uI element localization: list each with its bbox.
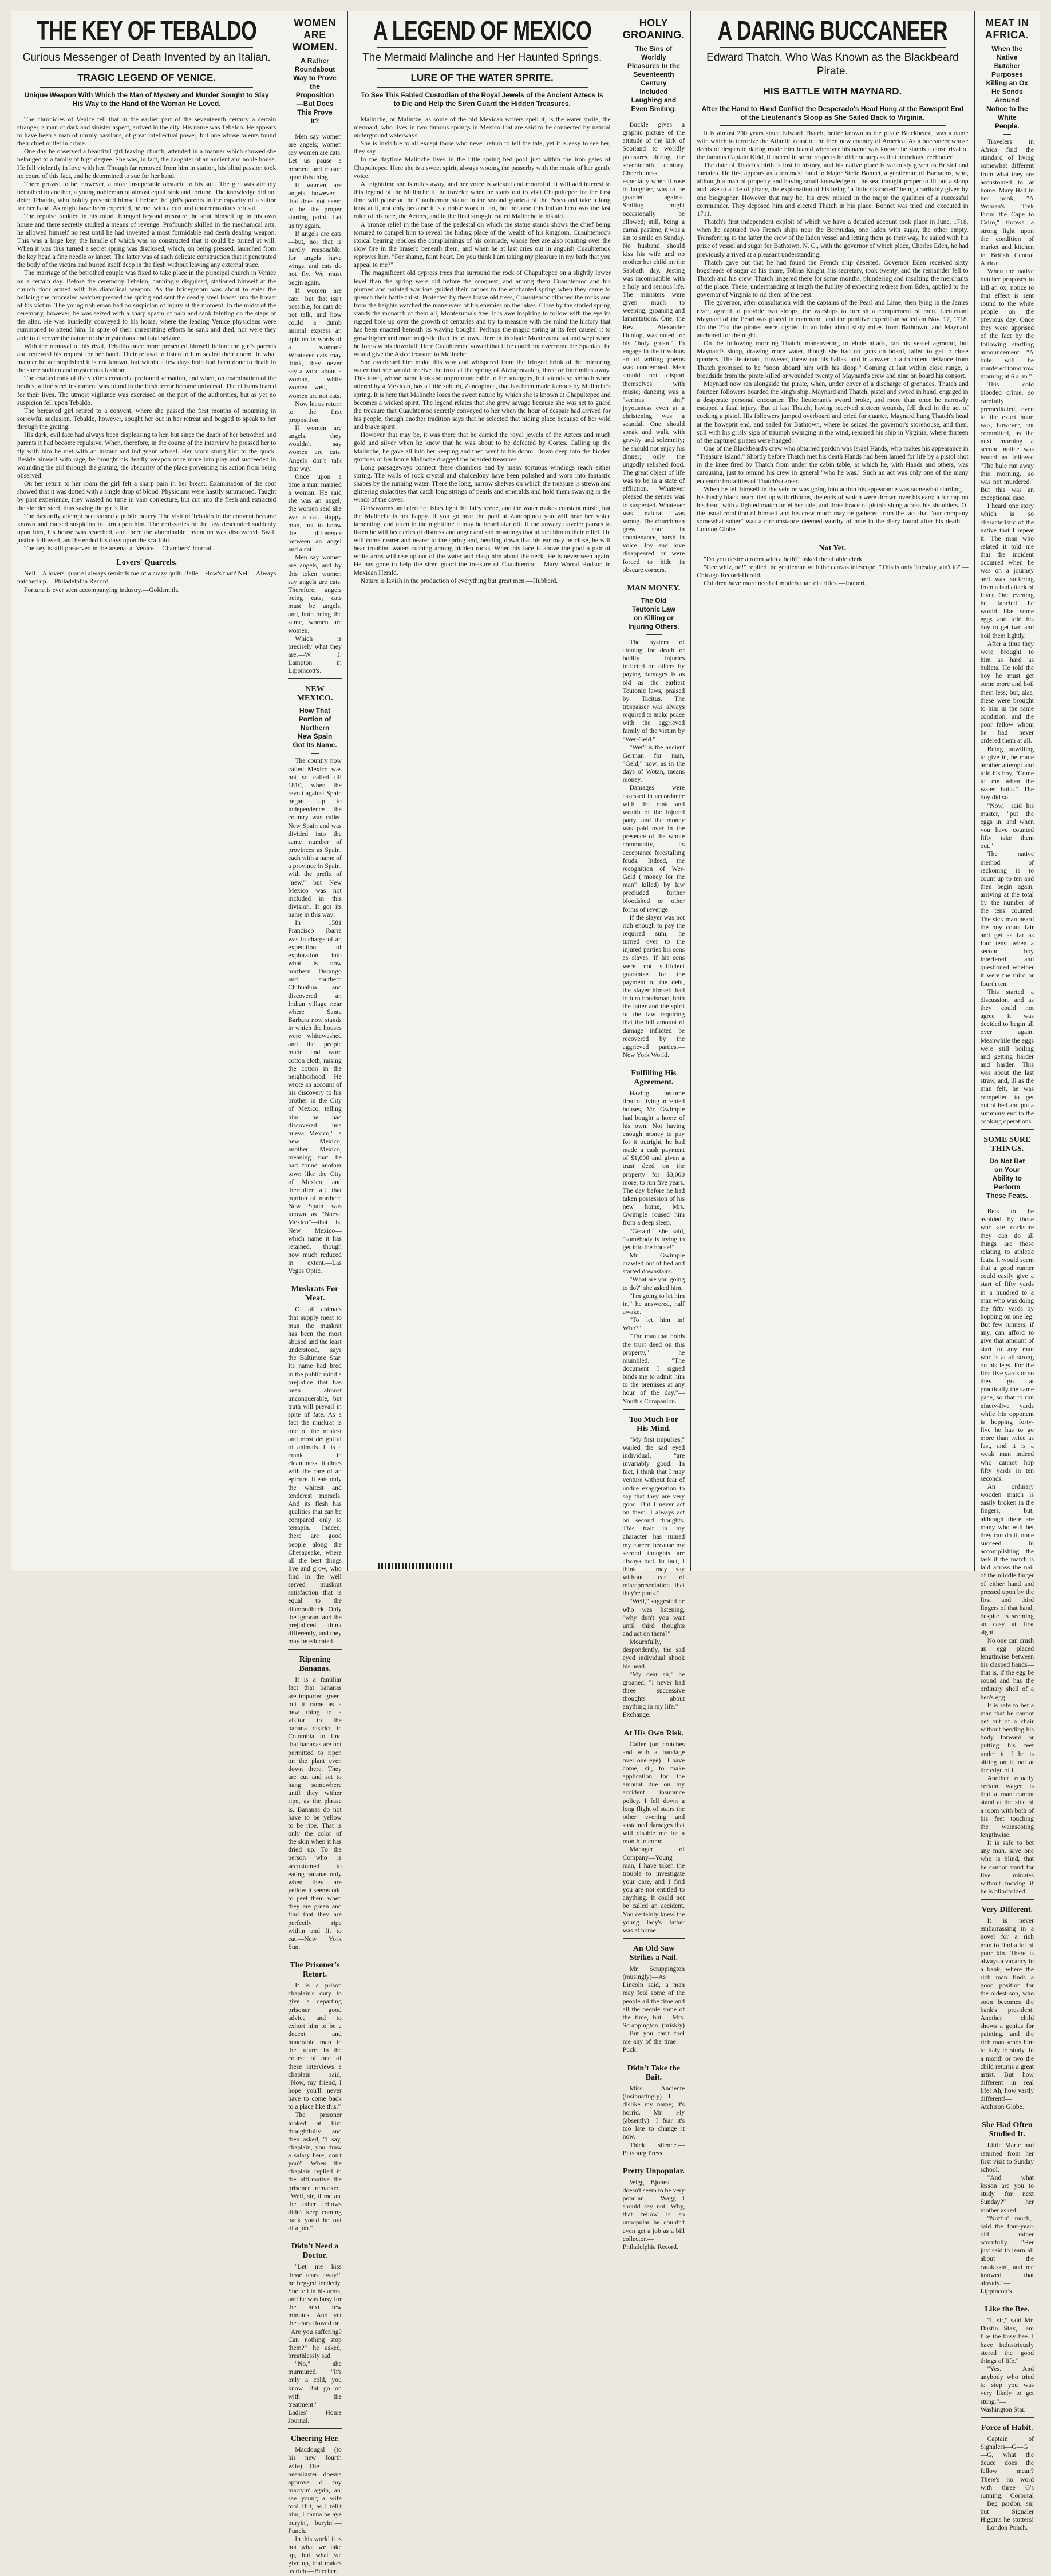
paragraph: Damages were assessed in accordance with the rank and wealth of the injured party, and the money was paid over in the presence of the whole community, its acceptance forestalling feuds. Indeed, the recognition of Wer-Geld ("money for the man" killed) by law precluded further bloodshed or other forms of revenge. (622, 784, 685, 913)
paragraph: "Now," said his master, "put the eggs in, and when you have counted fifty take them out." (980, 802, 1034, 850)
paragraph: Thick silence.—Pittsburg Press. (622, 2141, 685, 2157)
paragraph: The native method of reckoning is to count up to ten and then begin again, arriving at the total by the number of the tens counted. The sick man heard the boy count fair and get as far as four tens, when a second boy interfered and questioned whether it were the third or fourth ten. (980, 850, 1034, 988)
paragraph: Bets to be avoided by those who are cocksure they can do all things are those relating to athletic feats. It would seem that a good runner could easily give a start of fifty yards in a hundred to a man who was doing the fifty yards by hopping on one leg. But few runners, if any, can afford to give that amount of start to any man who is at all strong on his legs. For the first five yards or so they go at practically the same pace, so that to run ninety-five yards while his opponent is hopping forty-five he has to go more than twice as fast, and it is a weak man indeed who cannot hop fifty yards in ten seconds. (980, 1208, 1034, 1482)
section-subdeck: How That Portion of Northern New Spain Got Its Name. (293, 707, 337, 749)
rule (40, 47, 253, 48)
paragraph: "Gerald," she said, "somebody is trying to get into the house!" (622, 1227, 685, 1251)
paragraph: Little Marie had returned from her first visit to Sunday school. (980, 2141, 1034, 2173)
paragraph: If women are cats—but that isn't possible, for cats do not talk, and how could a dumb animal express an opinion in words of a woman? Whatever cats may think, they never say a word about a woman, while women—well, women are not cats. (288, 286, 342, 400)
rule (377, 87, 588, 88)
article-deck: The Mermaid Malinche and Her Haunted Springs. (362, 52, 602, 64)
section-rule (981, 1129, 1034, 1130)
section-title: Muskrats For Meat. (291, 1285, 339, 1303)
article-subdeck: A Rather Roundabout Way to Prove the Proposition—But Does This Prove It? (293, 57, 337, 125)
column-6 (974, 11, 1040, 2532)
section-title: Pretty Unpopular. (622, 2167, 685, 2176)
section-title: Fulfilling His Agreement. (631, 1069, 677, 1087)
section-title: Cheering Her. (290, 2435, 339, 2444)
article-subdeck: The Sins of Worldly Pleasures In the Seventeenth Century Included Laughing and Even Smiling. (627, 45, 680, 113)
paragraph: In this world it is not what we take up, but what we give up, that makes us rich.—Beecher. (288, 2535, 342, 2575)
paragraph: An ordinary wooden match is easily broken in the fingers, but, although there are many who will bet they can do it, none succeed in accomplishing the task if the match is laid across the nail of the middle finger of either hand and pressed upon by the first and third fingers of that hand, despite its seeming so easy at first sight. (980, 1482, 1034, 1636)
columns (11, 11, 1040, 2575)
section-title: MAN MONEY. (627, 583, 681, 593)
paragraph: The dastardly attempt occasioned a public outcry. The visit of Tebaldo to the convent became known and caused suspicion to turn upon him. The emissaries of the law descended suddenly upon him, his house was searched, and there the abominable invention was discovered. Swift justice followed, and he ended his days upon the scaffold. (17, 512, 276, 545)
ornament-rule (378, 1563, 452, 1569)
paragraph: "Yes. And anybody who tried to stop you was very likely to get stung."—Washington Star. (980, 2365, 1034, 2413)
paragraph: If angels are cats—but, no; that is hardly reasonable, for angels have wings, and cats do not fly. We must begin again. (288, 230, 342, 286)
section-rule (623, 1938, 685, 1939)
paragraph: I heard one story which is so characteristic of the native that I repeat it. The man who related it told me that the incident occurred when he was on a journey and was suffering from a bad attack of fever. One evening he fancied he would like some eggs and told his boy to get two and boil them lightly. (980, 502, 1034, 640)
paragraph: Buckle gives a graphic picture of the attitude of the kirk of Scotland to worldly pleasures during the seventeenth century. Cheerfulness, especially when it rose to laughter, was to be guarded against. Smiling might occasionally be allowed; still, being a carnal pastime, it was a sin to smile on Sunday. No husband should kiss his wife and no mother her child on the Sabbath day. Jesting was incompatible with a holy and serious life. The ministers were given much to weeping, groaning and lamentations. One, the Rev. Alexander Dunlop, was noted for his "holy groan." To engage in the frivolous art of writing poems was condemned. Men should not disport themselves with music; dancing was a "serious sin;" joyousness even at a christening was a scandal. One should speak and walk with gravity and solemnity; he should not enjoy his dinner; only the ungodly relished food. The great object of life was to be in a state of affliction. Whatever pleased the senses was to suspected. Whatever was natural was wrong. The churchmen grew sour in countenance, harsh in voice. Joy and love disappeared or were forced to hide in obscure corners. (622, 121, 685, 574)
rule (40, 68, 253, 69)
newspaper-page (11, 11, 1040, 2575)
article-subdeck: After the Hand to Hand Conflict the Desperado's Head Hung at the Bowsprit End of the Lieutenant's Sloop as She Sailed Back to Virginia. (701, 104, 964, 121)
paragraph: She overheard him make this vow and whispered from the fringed brink of the mirroring water that she would receive the trust at the spring of Atzcapotzalco, three or four miles away. This town, whose name looks so unpronounceable to the strangers, but sounds so smooth when uttered by a Mexican, has a little suburb, Zancopinca, that has been made famous by Malinche's spring. It is here that Malinche loses the sweet nature by which she is known at Chapultepec and becomes a wicked spirit. The legend relates that she grew savage because she was set to guard the treasure that Cuauhtemoc secretly conveyed to her when the hour of despair had arrived for his people, though another tradition says that he selected that hiding place because of her wild and brave spirit. (353, 358, 611, 431)
paragraph: One of the Blackbeard's crew who obtained pardon was Israel Hands, who makes his appearance in "Treasure Island." Shortly before Thatch met his death Hands had been lamed for life by a pistol shot in the knee fired by Thatch from under the cabin table, at which he, with Hands and others, was carousing, just to remind his crew in general "who he was." Such an act was only one of the many eccentric brutalities of Thatch's career. (697, 444, 969, 485)
article-deck-caps: LURE OF THE WATER SPRITE. (410, 72, 554, 83)
paragraph: If women are angels—however, that does not seem to be the proper starting point. Let us try again. (288, 181, 342, 230)
paragraph: Nature is lavish in the production of everything but great men.—Hubbard. (360, 577, 558, 585)
column-3 (347, 11, 617, 1571)
paragraph: It is almost 200 years since Edward Thatch, better known as the pirate Blackbeard, was a name with which to terrorize the Atlantic coast of the then new country of America. As a buccaneer whose deeds of desperate daring made him feared wherever his name was known he stands a close rival of the famous Captain Kidd, if indeed in some respects he did not surpass that notorious freebooter. (697, 129, 969, 161)
paragraph: Mr. Gwimple crawled out of bed and started downstairs. (622, 1252, 685, 1276)
paragraph: "Nuffin' much," said the four-year-old rather scornfully. "Her just said to learn all about the catakissin', and me knowed that already."—Lippincott's. (980, 2214, 1034, 2295)
article-deck: Curious Messenger of Death Invented by an Italian. (22, 52, 271, 64)
rule (720, 125, 945, 126)
section-title: Not Yet. (819, 543, 847, 553)
article-headline: WOMEN ARE WOMEN. (292, 17, 338, 53)
paragraph: Of all animals that supply meat to man the muskrat has been the most abused and the least understood, says the Baltimore Star. Its name had bred in the public mind a prejudice that has been almost unconquerable, but truth will prevail in spite of fate. As a fact the muskrat is one of the neatest and most delightful of animals. It is a crank in cleanliness. It dines with the care of an epicure. It eats only the whitest and tenderest morsels. And its flesh has qualities that can be compared only to terrapin. Indeed, there are good people along the Chesapeake, where all the best things live and grow, who find in the well served muskrat satisfaction that is equal to the diamondback. Only the ignorant and the prejudiced think differently, and they may be educated. (288, 1305, 342, 1646)
section-subdeck: Do Not Bet on Your Ability to Perform These Feats. (986, 1157, 1028, 1200)
rule (646, 634, 662, 635)
paragraph: "What are you going to do?" she asked him. (622, 1276, 685, 1292)
paragraph: Men say women are angels, and by this token women say angels are cats. Therefore, angels being cats, cats must be angels, and, both being the same, women are women. (288, 554, 342, 634)
section-rule (288, 1649, 341, 1650)
section-rule (288, 2428, 341, 2429)
section-title: Very Different. (981, 1906, 1033, 1915)
column-1 (11, 11, 282, 1571)
article-deck: Edward Thatch, Who Was Known as the Blackbeard Pirate. (706, 52, 959, 77)
rule (377, 68, 588, 69)
paragraph: Malinche, or Malintze, as some of the old Mexican writers spell it, is the water sprite, the mermaid, who lives in two famous springs in Mexico that are said to be connected by natural underground waterways. (353, 115, 611, 140)
paragraph: The magnificent old cypress trees that surround the rock of Chapultepec on a slightly lower level than the spring were old before the conquest, and among them Cuauhtemoc and his plumed and painted warriors guided their canoes to the enchanted spring when they came to quench their battle thirst. Protected by these brave old trees, Cuauhtemoc climbed the rocks and from the heights watched the maneuvers of his enemies on the lakes. Close by the storied spring stands the monarch of them all, Montezuma's tree. It is awe inspiring to follow with the eye its rugged bole up over the growth of centuries and try to measure with the mind the history that has been enacted beneath its waving boughs. Perhaps the magic spring at its feet caused it to grow higher and more majestic than its fellows. Here in its shade Montezuma sat and wept when he foresaw his downfall. Here Cuauhtemoc vowed that if he could not overcome the Spaniard he would give the Aztec treasure to Malinche. (353, 269, 611, 358)
paragraph: His dark, evil face had always been displeasing to her, but since the death of her betrothed and parents it had become repulsive. When, therefore, in the course of the interview he pressed her to fly with him he met with an instant and indignant refusal. Her scorn stung him to the quick. Beside himself with rage, he brought his deadly weapon once more into play and succeeded in wounding the girl through the grating, the obscurity of the place preventing his action from being observed. (17, 431, 276, 479)
paragraph: On the following morning Thatch, maneuvering to elude attack, ran his vessel aground, but Maynard's sloop, drawing more water, though she had no guns on board, failed to get to close quarters. The lieutenant, however, threw out his ballast and in answer to a truculent defiance from Thatch promised to be "soon aboard him with his sloop." Coming at last within close range, a broadside from the pirate killed or wounded twenty of Maynard's crew and nine on board his consort. (697, 340, 969, 380)
paragraph: Mournfully, despondently, the sad eyed individual shook his head. (622, 1638, 685, 1670)
paragraph: Thatch's first independent exploit of which we have a detailed account took place in June, 1718, when he captured two French ships near the Bermudas, one laden with sugar, the other empty. Transferring to the latter the crew of the laden vessel and letting them go their way, he sailed with his prize of vessel and sugar for Bathtown, N. C., with the governor of which place, Charles Eden, he had previously arrived at a pleasant understanding. (697, 218, 969, 258)
paragraph: "Wer" is the ancient German for man, "Geld," now, as in the days of Wotan, means money. (622, 743, 685, 784)
rule (311, 753, 318, 754)
paragraph: The prisoner looked at him thoughtfully and then asked, "I say, chaplain, you draw a salary here, don't you?" When the chaplain replied in the affirmative the prisoner remarked, "Well, sir, if me an' the other fellows didn't keep coming back you'd be out of a job." (288, 2111, 342, 2232)
paragraph: "To let him in! Who?" (622, 1316, 685, 1332)
column-4 (617, 11, 691, 2251)
paragraph: Miss Anciente (insinuatingly)—I dislike my name; it's horrid. Mr. Fly (absently)—I fear it's too late to change it now. (622, 2084, 685, 2141)
paragraph: The governor, after consultation with the captains of the Pearl and Lime, then lying in the James river, agreed to provide two sloops, the warships to furnish a complement of men. Lieutenant Maynard of the Pearl was placed in command, and the punitive expedition sailed on Nov. 17, 1718. On the 21st the pirates were sighted in an inlet about sixty miles from Bathtown, and Maynard anchored for the night. (697, 299, 969, 340)
paragraph: When he felt himself in the vein or was going into action his appearance was somewhat startling—his bushy black beard tied up with ribbons, the ends of which were thrown over his ears; a fur cap on his head, with a lighted match on either side, and three brace of pistols slung across his shoulders. Of the usual condition of himself and his crew much may be gathered from the fact that "our company somewhat sober" was a circumstance deemed worthy of note in the diary found after his death.—London Globe. (697, 485, 969, 534)
paragraph: The system of atoning for death or bodily injuries inflicted on others by paying damages is as old as the earliest Teutonic laws, praised by Tacitus. The trespasser was always required to make peace with the aggrieved family of the victim by "Wer-Geld." (622, 638, 685, 743)
paragraph: Which is precisely what they are.—W. J. Lampton in Lippincott's. (288, 634, 342, 675)
paragraph: Now let us return to the first proposition. (288, 400, 342, 424)
filler-text: Fortune is ever seen accompanying industry.—Goldsmith. (24, 586, 179, 594)
rule (40, 87, 253, 88)
paragraph: One day he observed a beautiful girl leaving church, attended in a manner which showed she belonged to a family of high degree. She was, in fact, the daughter of an ancient and noble house. He fell violently in love with her. Though far removed from him in station, his blind passion took no count of this fact, and he determined to sue for her hand. (17, 148, 276, 180)
paragraph: Wigg—Bjones doesn't seem to be very popular. Wagg—I should say not. Why, that fellow is so unpopular he couldn't even get a job as a bill collector.—Philadelphia Record. (622, 2178, 685, 2251)
paragraph: Caller (on crutches and with a bandage over one eye)—I have come, sir, to make application for the amount due on my accident insurance policy. I fell down a long flight of stairs the other evening and sustained damages that will disable me for a month to come. (622, 1740, 685, 1845)
paragraph: In 1581 Francisco Ibarra was in charge of an expedition of exploration into what is now northern Durango and southern Chihuahua and discovered an Indian village near where Santa Barbara now stands in which the houses were whitewashed and the people made and wore cotton cloth, raising the cotton in the neighborhood. He wrote an account of his discovery to his brother in the City of Mexico, telling him he had discovered "una nueva Mexico," a new Mexico, another Mexico, meaning that he had found another town like the City of Mexico, and thereafter all that portion of northern New Spain was known as "Nueva Mexico"—that is, New Mexico—which name it has retained, though now much reduced in extent.—Las Vegas Optic. (288, 919, 342, 1275)
paragraph: Thatch gave out that he had found the French ship deserted. Governor Eden received sixty hogsheads of sugar as his share, Tobias Knight, his secretary, took twenty, and the remainder fell to Thatch and his crew. Thatch lingered there for some months, plundering and insulting the merchants of the place. These, understanding at length the futility of expecting redress from Eden, applied to the governor of Virginia to rid them of the pest. (697, 258, 969, 299)
paragraph: "Do you desire a room with a bath?" asked the affable clerk. (704, 555, 864, 563)
section-title: Like the Bee. (985, 2305, 1030, 2314)
paragraph: It is safe to bet any man, save one who is blind, that he cannot stand for five minutes without moving if he is blindfolded. (980, 1839, 1034, 1895)
paragraph: The marriage of the betrothed couple was fixed to take place in the principal church in Venice on a certain day. Before the ceremony Tebaldo, cunningly disguised, stationed himself at the church door armed with his diabolical weapon. As the bridegroom was about to enter the building the concealed watcher pressed the spring and sent the deadly steel lancet into the breast of his victim. The young nobleman had no suspicion of injury at the moment. In the midst of the ceremony, however, he was seized with a sharp spasm of pain and sank fainting on the steps of the altar. He was hurriedly conveyed to his home, where the leading Venice physicians were summoned to attend him. In spite of their unremitting efforts he sank and died, nor were they able to discover the nature of the mysterious and fatal seizure. (17, 269, 276, 342)
paragraph: Maynard now ran alongside the pirate, when, under cover of a discharge of grenades, Thatch and fourteen followers boarded the king's ship. Maynard and Thatch, pistol and sword in hand, engaged in a desperate personal encounter. The lieutenant's sword broke, and more than once he narrowly escaped a fatal injury. But at last Thatch, having received sixteen wounds, fell dead in the act of cocking a pistol. His followers jumped overboard and cried for quarter, Maynard hung Thatch's head at the bowsprit end, and sailed for Bathtown, where he seized the governor's storehouse, and then, still with his grisly sign of triumph swinging in the wind, rejoined his ship in Virginia, where thirteen of the captured pirates were hanged. (697, 380, 969, 444)
paragraph: Manager of Company—Young man, I have taken the trouble to investigate your case, and I find you are not entitled to anything. It could not be called an accident. You certainly knew the young lady's father was at home. (622, 1845, 685, 1934)
paragraph: Once upon a time a man married a woman. He said she was an angel; the women said she was a cat. Happy man, not to know the difference between an angel and a cat! (288, 472, 342, 554)
paragraph: Captain of Signalers—G—G—G, what the deuce does the fellow mean? There's no word with three G's running. Corporal—Beg pardon, sir, but Signaler Higgins he stutters!—London Punch. (980, 2435, 1034, 2532)
article-deck-caps: TRAGIC LEGEND OF VENICE. (77, 72, 216, 83)
section-title: Didn't Need a Doctor. (291, 2242, 339, 2261)
article-subdeck: To See This Fabled Custodian of the Royal Jewels of the Ancient Aztecs Is to Die and Help the Siren Guard the Hidden Treasures. (361, 90, 603, 108)
rule (1003, 134, 1011, 135)
paragraph: "The man that holds the trust deed on this property," he mumbled. "The document I signed binds me to admit him to the premises at any hour of the day."—Youth's Companion. (622, 1332, 685, 1405)
paragraph: Another equally certain wager is that a man cannot stand at the side of a room with both of his feet touching the wainscoting lengthwise. (980, 1774, 1034, 1839)
section-rule (981, 1899, 1034, 1900)
section-rule (623, 1409, 685, 1410)
rule (377, 47, 588, 48)
article-subdeck: Unique Weapon With Which the Man of Mystery and Murder Sought to Slay His Way to the Hand of the Woman He Loved. (24, 90, 269, 108)
paragraph: If the slayer was not rich enough to pay the required sum, he turned over to the injured parties his sons as slaves. If his sons were not sufficient guarantee for the payment of the debt, the slayer himself had to turn bondsman, both the latter and the spirit of the law requiring that the full amount of damage inflicted be recovered by the aggrieved parties.—New York World. (622, 913, 685, 1059)
column-2 (282, 11, 347, 2575)
paragraph: The country now called Mexico was not so called till 1810, when the revolt against Spain began. Up to independence the country was called New Spain and was divided into the same number of provinces as Spain, each with a name of a province in Spain, with the prefix of "new," but New Mexico was not included in this division. It got its name in this way: (288, 757, 342, 919)
rule (720, 47, 945, 48)
section-rule (288, 678, 341, 679)
paragraph: It is a prison chaplain's duty to give a departing prisoner good advice and to exhort him to be a decent and honorable man in the future. In the course of one of these interviews a chaplain said, "Now, my friend, I hope you'll never have to come back to a place like this." (288, 1982, 342, 2111)
paragraph: She is invisible to all except those who never return to tell the tale, yet it is easy to see her, they say. (353, 140, 611, 156)
section-subdeck: The Old Teutonic Law on Killing or Injuring Others. (628, 596, 679, 630)
article-headline: THE KEY OF TEBALDO (37, 15, 257, 45)
paragraph: There proved to be, however, a more insuperable obstacle to his suit. The girl was already betrothed to another, a young nobleman of almost equal rank and fortune. The knowledge did not deter Tebaldo, who boldly presented himself before the girl's parents in the capacity of a suitor for her hand. As might have been expected, he met with a curt and unceremonious refusal. (17, 180, 276, 212)
paragraph: "I, sir," said Mr. Dustin Stax, "am like the busy bee. I have industriously stored the good things of life." (980, 2317, 1034, 2365)
paragraph: The chronicles of Venice tell that in the earlier part of the seventeenth century a certain stranger, a man of dark and sinister aspect, arrived in the city. His name was Tebaldo. He appears to have been a man of unruly passions, of great intellectual power, but one whose talents found their chief outlet in crime. (17, 115, 276, 148)
section-title: SOME SURE THINGS. (983, 1135, 1031, 1154)
paragraph: "Let me kiss those tears away!" he begged tenderly. She fell in his arms, and he was busy for the next few minutes. And yet the tears flowed on. "Are you suffering? Can nothing stop them?" he asked, breathlessly sad. (288, 2263, 342, 2360)
filler-text: Nell—A lovers' quarrel always reminds me of a crazy quilt. Belle—How's that? Nell—Always patched up.—Philadelphia Record. (17, 570, 276, 586)
paragraph: If women are angels, they wouldn't say women are cats. Angels don't talk that way. (288, 424, 342, 472)
section-title: Didn't Take the Bait. (627, 2064, 681, 2082)
paragraph: The date of Thatch's birth is lost in history, and his native place is variously given as Bristol and Jamaica. He first appears as a foremast hand to Major Stede Bonnet, a gentleman of Barbados, who, although a man of property and having small knowledge of the sea, thought proper to fit out a sloop and take to a life of piracy, the explanation of his being "a little distracted" being charitably given by one biographer. However that may be, his crew missed in the major the qualities of a successful commander. They deposed him and elected Thatch in his place. Bonnet was tried and executed in 1711. (697, 161, 969, 218)
paragraph: It is a familiar fact that bananas are imported green, but it came as a new thing to a visitor to the banana district in Colombia to find that bananas are not permitted to ripen on the plant even down there. They are cut and set to hang somewhere until they wither ripe, as the phrase is. Bananas do not have to be yellow to be ripe. That is only the color of the skin when it has dried up. To the person who is accustomed to eating bananas only when they are yellow it seems odd to peel them when they are green and find that they are perfectly ripe within and fit to eat.—New York Sun. (288, 1676, 342, 1951)
article-subdeck: When the Native Butcher Purposes Killing an Ox He Sends Around Notice to the White People. (986, 45, 1028, 130)
paragraph: "Gee whiz, no!" replied the gentleman with the canvas telescope. "This is only Tuesday, ain't it?"—Chicago Record-Herald. (697, 563, 969, 579)
paragraph: "My dear sir," he groaned, "I never had three successive thoughts about anything in my life."—Exchange. (622, 1670, 685, 1719)
section-title: Too Much For His Mind. (629, 1415, 678, 1433)
section-title: The Prisoner's Retort. (290, 1961, 340, 1979)
paragraph: No one can crush an egg placed lengthwise between his clasped hands—that is, if the egg be sound and has the ordinary shell of a hen's egg. (980, 1636, 1034, 1701)
paragraph: The bereaved girl retired to a convent, where she passed the first months of mourning in sorrowful seclusion. Tebaldo, however, sought her out in her retreat and begged to speak to her through the grating. (17, 407, 276, 431)
paragraph: "And what lesson are you to study for next Sunday?" her mother asked. (980, 2174, 1034, 2214)
section-title: NEW MEXICO. (297, 685, 333, 703)
section-title: Force of Habit. (981, 2423, 1033, 2432)
paragraph: A bronze relief in the base of the pedestal on which the statue stands shows the chief being tortured to compel him to reveal the hiding place of the wealth of his kingdom. Cuauhtemoc's stoical bearing rebukes the complainings of his comrade, whose feet are also roasting over the slow fire in the brasero beneath them, and when he at last cries out in anguish Cuauhtemoc reproves him. "For shame, faint heart. Do you think I am taking my pleasure in my bath that you appeal to me?" (353, 220, 611, 269)
paragraph: Children have more need of models than of critics.—Joubert. (704, 579, 867, 587)
paragraph: "My first impulses," wailed the sad eyed individual, "are invariably good. In fact, I think that I may venture without fear of undue exaggeration to say that they are very good. But I never act on them. I always act on second thoughts. This trait in my character has ruined my career, because my second thoughts are always bad. In fact, I think I may say without fear of misrepresentation that they're punk." (622, 1435, 685, 1597)
section-title: Ripening Bananas. (299, 1655, 331, 1674)
paragraph: Long passageways connect these chambers and by many tortuous windings reach either spring. The walls of rock crystal and chalcedony have been polished and worn into fantastic shapes by the running water. There the long, narrow shelves on which the treasure is strewn and glittering stalactites that catch long strings of pearls and emeralds and hold them swaying in the winds of the caves. (353, 463, 611, 504)
paragraph: This cold blooded crime, so carefully premeditated, even to the exact hour, was, however, not committed, as the next morning a second notice was issued as follows: "The bule ran away this morning, so was not murdered." But this was an exceptional case. (980, 381, 1034, 502)
filler-title: Lovers' Quarrels. (116, 558, 177, 567)
paragraph: Mr. Scrappington (musingly)—As Lincoln said, a man may fool some of the people all the time and all the people some of the time, but— Mrs. Scrappington (briskly)—But you can't fool me any of the time!—Puck. (622, 1964, 685, 2054)
paragraph: Glowworms and electric fishes light the fairy scene, and the water makes constant music, but the Malinche is not happy. If you go near the pool at Zancopinca you will hear her voice lamenting, and often in the nighttime it may be heard afar off. If the unwary traveler pauses to listen he will hear cries of distress and anger and sad moanings that attract him to their relief. He will come nearer and nearer to the spring and, bending down that his ear may be close, he will hear troubled waters rushing among hidden rocks. When his face is above the pool a pair of white arms will rise up out of the water and clasp him about the neck. He is never seen again. He has gone to help the siren guard the treasure of Cuauhtemoc.—Mary Worral Hudson in Mexican Herald. (353, 504, 611, 577)
article-deck-caps: HIS BATTLE WITH MAYNARD. (763, 85, 902, 97)
article-headline: MEAT IN AFRICA. (985, 17, 1029, 41)
section-title: She Had Often Studied It. (981, 2121, 1033, 2139)
article-headline: A DARING BUCCANEER (717, 15, 947, 45)
paragraph: On her return to her room the girl felt a sharp pain in her breast. Examination of the spot showed that it was dotted with a single drop of blood. Physicians were hastily summoned. Taught by past experience, they wasted no time in vain conjecture, but cut into the flesh and extracted the slender steel, thus saving the girl's life. (17, 480, 276, 512)
paragraph: The exalted rank of the victims created a profound sensation, and when, on examination of the bodies, a fine steel instrument was found in the flesh terror became universal. The citizens feared for their lives. The utmost vigilance was exercised on the part of the authorities, but as yet no suspicion fell upon Tebaldo. (17, 374, 276, 407)
paragraph: After a time they were brought to him as hard as bullets. He told the boy he must get some more and boil them less; but, alas, these were brought to him in the same condition, and the poor fellow whom he had never ordered them at all. (980, 640, 1034, 745)
paragraph: "Well," suggested he who was listening, "why don't you wait until third thoughts and act on them?" (622, 1597, 685, 1638)
paragraph: At nighttime she is miles away, and her voice is wicked and mournful. It will add interest to this legend of the Malinche if the traveler when he starts out to visit Chapultepec for the first time will pause at the Cuauhtemoc statue in the second glorieta of the Paseo and take a long look at it, not only because it is a noble work of art, but because this Indian hero was the last ruler of his race, the Aztecs, and in the final struggle called Malinche to his aid. (353, 180, 611, 220)
paragraph: However that may be, it was there that he carried the royal jewels of the Aztecs and much gold and silver when he knew that he was about to be defeated by Cortes. Calling up the Malinche, he gave all into her keeping and then went to his doom. Down deep into the hidden grottoes of her home Malinche dragged the hoarded treasures. (353, 431, 611, 463)
section-title: At His Own Risk. (623, 1729, 684, 1738)
paragraph: Travelers in Africa find the standard of living somewhat different from what they are accustomed to at home. Mary Hall in her book, "A Woman's Trek From the Cape to Cairo," throws a strong light upon the condition of market and kitchen in British Central Africa: (980, 138, 1034, 267)
paragraph: It is never embarrassing in a novel for a rich man to find a lot of poor kin. There is always a vacancy in a bank, where the rich man finds a good position for the oldest son, who soon becomes the bank's president. Another child shows a genius for painting, and the rich man sends him to Italy to study. In a month or two the child returns a great artist. But how different in real life! Ah, how vastly different!—Atchison Globe. (980, 1917, 1034, 2111)
paragraph: In the daytime Malinche lives in the little spring bed pool just within the iron gates of Chapultepec. Here she is a sweet spirit, always wooing the passerby with the music of her gentle voice. (353, 156, 611, 180)
paragraph: When the native butcher proposes to kill an ox, notice to that effect is sent round to the white people on the previous day. Once they were apprised of the fact by the following startling announcement: "A bule will be murdered tomorrow morning at 6 a. m." (980, 267, 1034, 381)
paragraph: The key is still preserved in the arsenal at Venice.—Chambers' Journal. (24, 545, 214, 553)
column-5 (690, 11, 974, 1571)
paragraph: "I'm going to let him in," he answered, half awake. (622, 1292, 685, 1316)
paragraph: This started a discussion, and as they could not agree it was decided to begin all over again. Meanwhile the eggs were still boiling and getting harder and harder. This was about the last straw, and, ill as the man felt, he was compelled to get out of bed and put a summary end to the cooking operations. (980, 988, 1034, 1126)
paragraph: "No," she murmured. "It's only a cold, you know. But go on with the treatment."—Ladies' Home Journal. (288, 2360, 342, 2425)
section-rule (981, 2417, 1034, 2418)
section-title: An Old Saw Strikes a Nail. (629, 1944, 678, 1962)
paragraph: Having become tired of living in rented houses, Mr. Gwimple had bought a home of his own. Not having enough money to pay for it outright, he had made a cash payment of $1,000 and given a trust deed on the property for $3,000 more, to run five years. The day before he had taken possession of his new home, Mrs. Gwimple roused him from a deep sleep. (622, 1090, 685, 1227)
paragraph: With the removal of his rival, Tebaldo once more presented himself before the girl's parents and renewed his request for her hand. Their refusal to listen to him sealed their doom. In what manner he accomplished it is not known, but within a few days both had been done to death in the same sudden and mysterious fashion. (17, 342, 276, 374)
paragraph: Being unwilling to give in, he made another attempt and told his boy, "Come to me when the water boils." The boy did so. (980, 745, 1034, 802)
paragraph: Macdougal (to his new fourth wife)—The neeminster doesna approve o' my marryin' again, an' sae young a wife too! But, as I tell't him, I canna be aye buryin', buryin'.—Punch. (288, 2446, 342, 2535)
paragraph: The repulse rankled in his mind. Enraged beyond measure, he shut himself up in his own house and there secretly studied a means of revenge. Profoundly skilled in the mechanical arts, he allowed himself no rest until he had invented a most formidable and death dealing weapon. This was a large key, the handle of which was so constructed that it could be turned at will. When it was thus turned a secret spring was disclosed, which, on being pressed, launched from the key head a fine needle or lancet. The latter was of such delicate construction that it penetrated the body of the victim and buried itself deep in the flesh without leaving any external trace. (17, 212, 276, 269)
article-headline: HOLY GROANING. (622, 17, 685, 41)
paragraph: Men say women are angels; women say women are cats. Let us pause a moment and reason upon this thing. (288, 133, 342, 181)
paragraph: It is safe to bet a man that he cannot get out of a chair without bending his body forward or putting his feet under it if he is sitting on it, not at the edge of it. (980, 1701, 1034, 1774)
article-headline: A LEGEND OF MEXICO (373, 15, 591, 45)
